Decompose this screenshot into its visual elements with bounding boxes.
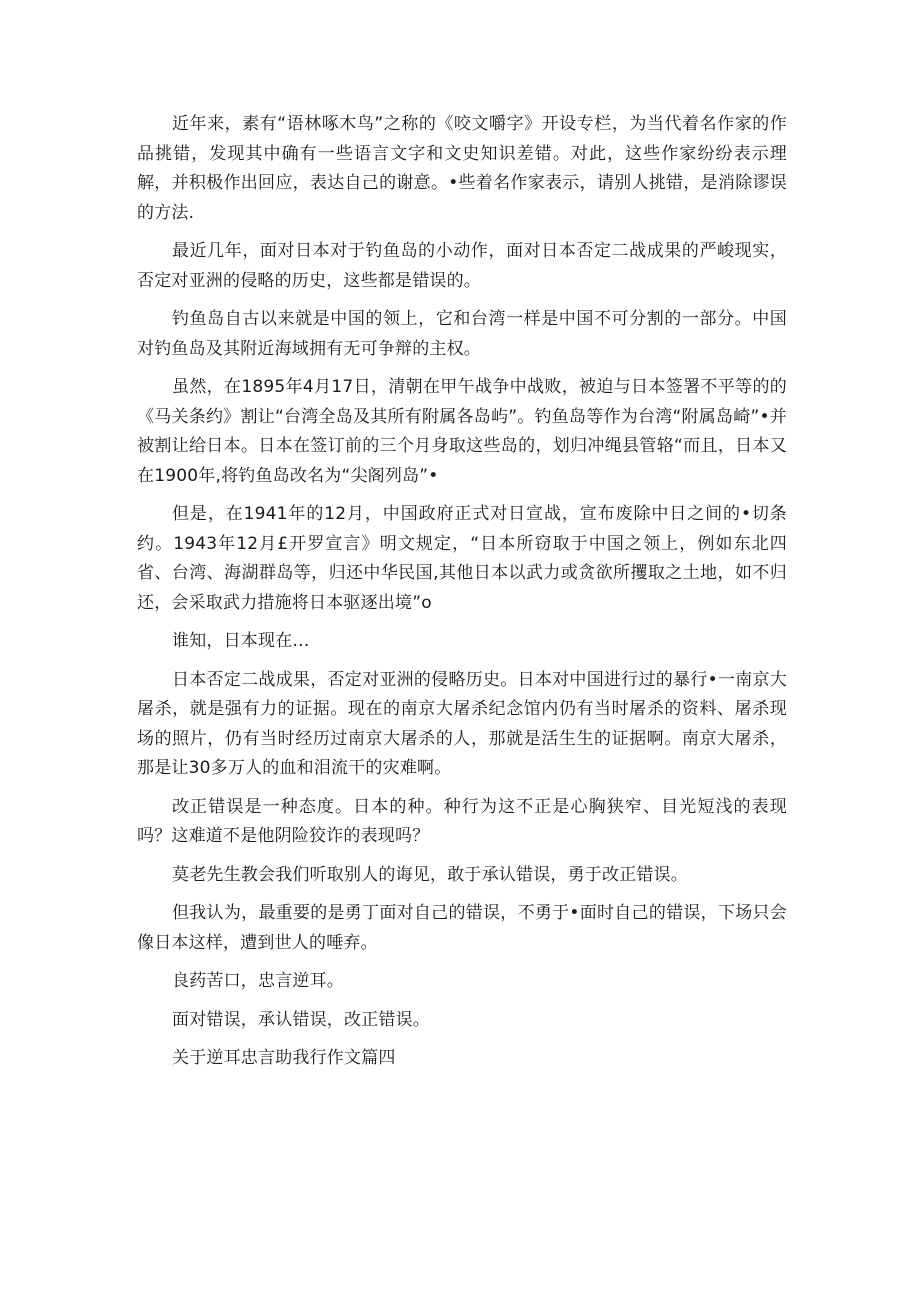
paragraph-1895-treaty: 虽然，在1895年4月17日，清朝在甲午战争中战败，被迫与日本签署不平等的的《马关条约》割让“台湾全岛及其所有附属各岛屿”。钓鱼岛等作为台湾“附属岛崎”•并被割让给日本。日本在签订前的三个月身取这些岛的，划归冲绳县管辂“而且，日本又在1900年,将钓鱼岛改名为“尖阁列岛”• xyxy=(137,377,787,486)
paragraph-1941-declaration: 但是，在1941年的12月，中国政府正式对日宣战，宣布废除中日之间的•切条约。1943年12月£开罗宣言》明文规定，“日本所窃取于中国之领上，例如东北四省、台湾、海湖群岛等，归还中华民国,其他日本以武力或贪欲所攫取之土地，如不归还，会采取武力措施将日本驱逐出境”o xyxy=(137,504,787,613)
paragraph-opinion: 但我认为，最重要的是勇丁面对自己的错误，不勇于•面时自己的错误，下场只会像日本这样，遭到世人的唾弃。 xyxy=(137,903,787,953)
paragraph-face-mistakes: 面对错误，承认错误，改正错误。 xyxy=(172,1009,430,1030)
paragraph-nanjing: 日本否定二战成果，否定对亚洲的侵略历史。日本对中国进行过的暴行•一南京大屠杀，就是强有力的证据。现在的南京大屠杀纪念馆内仍有当时屠杀的资料、屠杀现场的照片，仍有当时经历过南京大屠杀的人，那就是活生生的证据啊。南京大屠杀，那是让30多万人的血和泪流干的灾难啊。 xyxy=(137,669,787,778)
paragraph-proverb: 良药苦口，忠言逆耳。 xyxy=(172,971,344,991)
paragraph-intro: 近年来，素有“语林啄木鸟”之称的《咬文嚼字》开设专栏，为当代着名作家的作品挑错，发现其中确有一些语言文字和文史知识差错。对此，这些作家纷纷表示理解，并积极作出回应，表达自己的谢意。•些着名作家表示，请别人挑错，是消除谬误的方法. xyxy=(137,114,787,223)
paragraph-recent-years: 最近几年，面对日本对于钓鱼岛的小动作，面对日本否定二战成果的严峻现实，否定对亚洲的侵略的历史，这些都是错误的。 xyxy=(137,241,787,291)
paragraph-diaoyu-territory: 钓鱼岛自古以来就是中国的领上，它和台湾一样是中国不可分割的一部分。中国对钓鱼岛及其附近海域拥有无可争辩的主权。 xyxy=(137,309,787,359)
section-heading: 关于逆耳忠言助我行作文篇四 xyxy=(172,1048,396,1068)
paragraph-attitude: 改正错误是一种态度。日本的种。种行为这不正是心胸狭窄、目光短浅的表现吗？这难道不是他阴险狡诈的表现吗？ xyxy=(137,796,787,846)
paragraph-mo-teaching: 莫老先生教会我们听取别人的诲见，敢于承认错误，勇于改正错误。 xyxy=(172,864,688,885)
document-body xyxy=(137,110,787,1083)
paragraph-japan-now: 谁知，日本现在… xyxy=(172,631,310,651)
